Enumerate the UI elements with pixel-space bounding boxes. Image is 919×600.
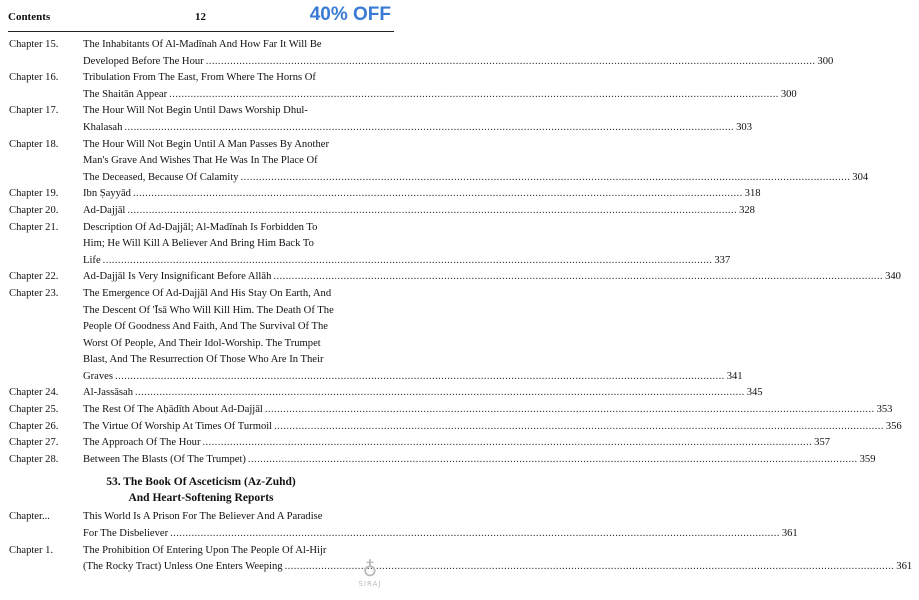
title-text: Life [83,254,101,266]
chapter-title [83,402,899,419]
page-ref: 300 [780,88,797,100]
toc-entry [0,543,913,576]
chapter-label: Chapter 23. [9,287,59,299]
dot-leader [127,203,737,220]
chapter-title [83,419,909,436]
title-text: Developed Before The Hour [83,55,204,67]
chapter-label: Chapter 24. [9,387,59,399]
title-line [83,385,763,402]
dot-leader [124,120,734,137]
dot-leader [135,385,745,402]
title-line [83,170,868,187]
chapter-label: Chapter 22. [9,271,59,283]
title-text: Description Of Ad-Dajjāl; Al-Madīnah Is Forbidden To [83,221,318,233]
chapter-label: Chapter 1. [9,544,54,556]
title-text: The Hour Will Not Begin Until Daws Worship Dhul- [83,105,308,117]
title-text: Ad-Dajjāl Is Very Insignificant Before Allāh [83,271,272,283]
chapter-title [83,37,840,70]
title-text: The Emergence Of Ad-Dajjāl And His Stay On Earth, And [83,287,332,299]
watermark-text: SIRAJ [358,580,382,588]
title-text: The Inhabitants Of Al-Madīnah And How Far It Will Be [83,39,322,50]
chapter-label: Chapter 28. [9,453,59,465]
dot-leader [170,526,780,543]
title-text: The Virtue Of Worship At Times Of Turmoil [83,420,273,432]
title-line [83,269,901,286]
toc-entry [0,385,763,402]
title-line [83,369,743,386]
title-line [83,186,761,203]
dot-leader [265,402,875,419]
page-ref: 357 [814,437,831,449]
title-line [83,70,797,87]
chapter-label: Chapter 21. [9,221,59,233]
book-heading-line2: And Heart-Softening Reports [128,492,274,505]
page-ref: 304 [852,171,869,183]
title-text: The Deceased, Because Of Calamity [83,171,239,183]
title-line [83,319,743,336]
chapter-title [83,220,737,270]
chapter-label: Chapter 19. [9,188,59,200]
chapter-label: Chapter 17. [9,105,59,117]
title-line [83,220,730,237]
page-ref: 303 [736,121,752,133]
chapter-label: Chapter 27. [9,437,59,449]
title-text: For The Disbeliever [83,528,169,540]
dot-leader [273,269,883,286]
chapter-title [83,286,750,386]
title-line [83,87,797,104]
title-text: Man's Grave And Wishes That He Was In The Place Of [83,155,318,167]
title-text: The Shaitān Appear [83,88,168,100]
toc-entry [0,137,869,187]
title-line [83,103,752,120]
chapter-title [83,70,804,103]
title-line [83,402,892,419]
title-text: Khalasah [83,121,123,133]
page-ref: 337 [714,254,731,266]
title-line [83,336,743,353]
dot-leader [115,369,725,386]
page-ref: 361 [781,528,798,540]
chapter-label: Chapter 26. [9,420,59,432]
dot-leader [274,419,884,436]
chapter-label: Chapter... [9,511,50,523]
chapter-title [83,103,759,136]
chapter-label: Chapter 20. [9,204,59,216]
title-text: People Of Goodness And Faith, And The Survival Of The [83,321,329,333]
title-text: Ad-Dajjāl [83,204,126,216]
title-line [83,452,876,469]
title-line [83,419,902,436]
title-line [83,559,912,576]
chapter-title [83,137,875,187]
discount-badge: 40% OFF [305,2,396,28]
title-line [83,153,868,170]
page-ref: 361 [896,561,913,573]
lantern-icon: ♁ [362,557,378,581]
title-line [83,543,912,560]
title-text: Him; He Will Kill A Believer And Bring Him Back To [83,238,314,250]
chapter-title [83,435,837,452]
chapter-title [83,385,770,402]
title-line [83,253,730,270]
chapter-title [83,186,768,203]
dot-leader [202,435,812,452]
title-line [83,352,743,369]
book-heading-line1: 53. The Book Of Asceticism (Az-Zuhd) [106,476,296,489]
page-header [0,0,402,30]
title-text: Ibn Ṣayyād [83,188,131,200]
dot-leader [241,170,851,187]
title-line [83,236,730,253]
chapter-title [83,203,762,220]
title-text: The Prohibition Of Entering Upon The People Of Al-Hijr [83,544,327,556]
title-text: The Hour Will Not Begin Until A Man Passes By Another [83,138,329,150]
title-line [83,137,868,154]
dot-leader [169,87,779,104]
title-text: Between The Blasts (Of The Trumpet) [83,453,246,465]
title-line [83,435,830,452]
chapter-label: Chapter 16. [9,72,59,84]
page-ref: 341 [726,370,743,382]
chapter-label: Chapter 25. [9,404,59,416]
toc-entry [0,402,893,419]
chapter-list-2 [0,509,913,575]
dot-leader [206,54,816,71]
page-ref: 300 [817,55,834,67]
title-text: Worst Of People, And Their Idol-Worship. The Trumpet [83,337,321,349]
title-line [83,303,743,320]
page-number: 12 [195,11,206,23]
chapter-list [0,37,902,468]
toc-entry [0,203,755,220]
table-of-contents [0,37,913,576]
title-line [83,120,752,137]
section-title: Contents [8,11,51,23]
page-ref: 318 [744,188,761,200]
header-rule [8,31,394,32]
title-text: The Approach Of The Hour [83,437,201,449]
toc-entry [0,419,902,436]
page-ref: 328 [739,204,755,216]
title-text: (The Rocky Tract) Unless One Enters Weeping [83,561,283,573]
siraj-watermark [356,558,384,598]
book-heading [0,468,402,509]
toc-entry [0,435,831,452]
title-line [83,509,798,526]
toc-entry [0,286,743,386]
title-text: Tribulation From The East, From Where The Horns Of [83,72,316,84]
chapter-label: Chapter 18. [9,138,59,150]
page-ref: 340 [885,271,901,283]
title-text: The Descent Of 'Īsā Who Will Kill Him. The Death Of The [83,304,334,316]
page-ref: 359 [859,453,876,465]
toc-entry [0,70,797,103]
toc-entry [0,186,761,203]
chapter-title [83,452,883,469]
page-ref: 356 [885,420,902,432]
title-text: This World Is A Prison For The Believer And A Paradise [83,511,323,523]
page-ref: 353 [876,404,893,416]
title-line [83,526,798,543]
title-line [83,286,743,303]
toc-entry [0,103,752,136]
toc-entry [0,269,901,286]
toc-entry [0,37,834,70]
chapter-title [83,543,919,576]
dot-leader [133,186,743,203]
title-line [83,203,755,220]
chapter-title [83,509,805,542]
toc-entry [0,220,731,270]
dot-leader [248,452,858,469]
title-text: Blast, And The Resurrection Of Those Who Are In Their [83,354,324,366]
title-text: Graves [83,370,114,382]
chapter-title [83,269,908,286]
toc-entry [0,509,798,542]
page-ref: 345 [746,387,763,399]
title-line [83,37,833,54]
title-text: Al-Jassāsah [83,387,134,399]
chapter-label: Chapter 15. [9,39,59,50]
dot-leader [103,253,713,270]
title-line [83,54,833,71]
toc-entry [0,452,876,469]
title-text: The Rest Of The Aḥādīth About Ad-Dajjāl [83,404,263,416]
